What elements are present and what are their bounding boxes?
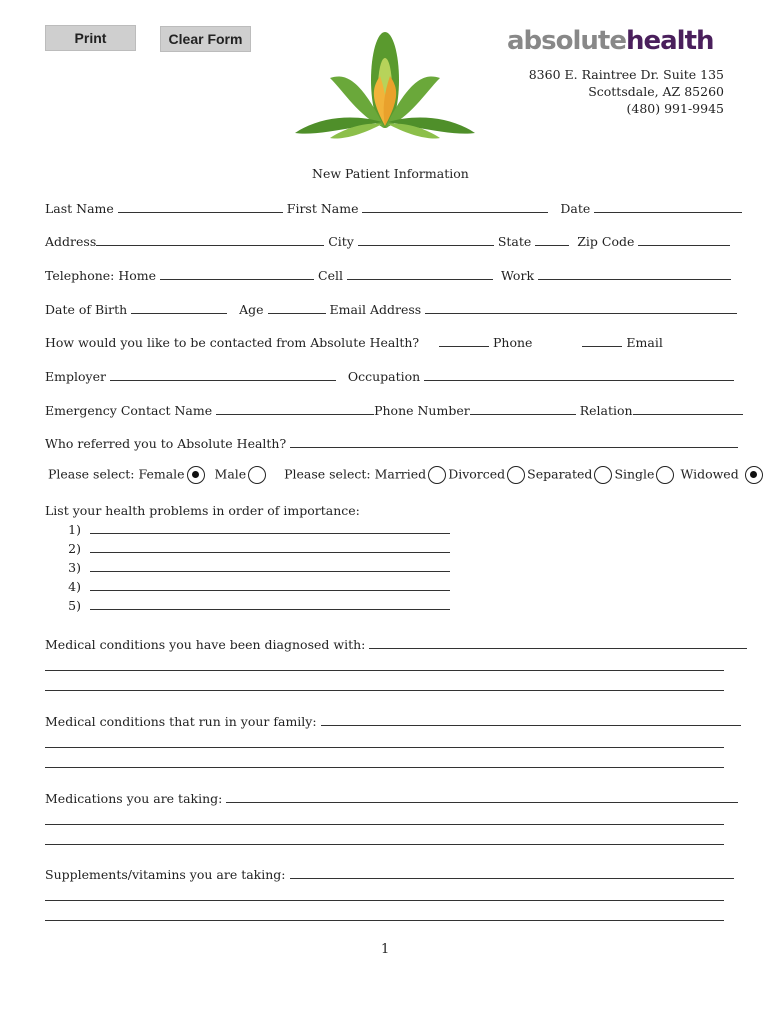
occupation-label: Occupation <box>347 369 421 384</box>
page-number: 1 <box>381 942 390 957</box>
brand-logo-part2: health <box>625 26 714 56</box>
marital-separated-radio[interactable] <box>594 466 612 484</box>
email-field[interactable] <box>425 301 737 314</box>
diagnosed-label: Medical conditions you have been diagnosed with: <box>45 637 366 652</box>
supplements-label: Supplements/vitamins you are taking: <box>45 867 286 882</box>
problem-number: 3) <box>68 560 81 575</box>
medications-line-3[interactable] <box>45 843 724 845</box>
family-line-3[interactable] <box>45 766 724 768</box>
date-field[interactable] <box>594 200 742 213</box>
employer-field[interactable] <box>110 368 336 381</box>
marital-divorced-label: Divorced <box>448 466 506 482</box>
last-name-field[interactable] <box>118 200 283 213</box>
family-line-2[interactable] <box>45 746 724 748</box>
state-label: State <box>497 234 532 249</box>
marital-prompt: Please select: <box>284 466 371 482</box>
marital-separated-label: Separated <box>527 466 593 482</box>
diagnosed-field[interactable] <box>369 636 747 649</box>
health-problems-label: List your health problems in order of importance: <box>45 503 360 518</box>
age-label: Age <box>239 302 264 317</box>
clear-form-button[interactable]: Clear Form <box>160 26 251 52</box>
city-field[interactable] <box>358 233 494 246</box>
contact-question: How would you like to be contacted from Absolute Health? <box>45 335 420 350</box>
problem-number: 1) <box>68 522 81 537</box>
first-name-field[interactable] <box>362 200 548 213</box>
first-name-label: First Name <box>286 201 359 216</box>
marital-married-radio[interactable] <box>428 466 446 484</box>
gender-male-label: Male <box>214 466 247 482</box>
home-phone-field[interactable] <box>160 267 314 280</box>
supplements-line-3[interactable] <box>45 919 724 921</box>
gender-female-radio[interactable] <box>187 466 205 484</box>
referred-field[interactable] <box>290 435 738 448</box>
gender-male-radio[interactable] <box>248 466 266 484</box>
print-button[interactable]: Print <box>45 25 136 51</box>
marital-widowed-label: Widowed <box>680 466 739 482</box>
emergency-phone-field[interactable] <box>470 402 576 415</box>
lotus-logo-icon <box>290 18 480 140</box>
cell-field[interactable] <box>347 267 493 280</box>
last-name-label: Last Name <box>45 201 114 216</box>
form-title: New Patient Information <box>312 166 469 181</box>
family-conditions-field[interactable] <box>321 713 741 726</box>
occupation-field[interactable] <box>424 368 734 381</box>
dob-label: Date of Birth <box>45 302 128 317</box>
brand-logo-part1: absolute <box>507 26 626 56</box>
city-label: City <box>328 234 354 249</box>
address-label: Address <box>45 234 97 249</box>
medications-label: Medications you are taking: <box>45 791 223 806</box>
dob-field[interactable] <box>131 301 227 314</box>
contact-phone-label: Phone <box>493 335 533 350</box>
gender-prompt: Please select: <box>48 466 135 482</box>
problem-2-field[interactable] <box>90 540 450 553</box>
age-field[interactable] <box>268 301 326 314</box>
marital-divorced-radio[interactable] <box>507 466 525 484</box>
problem-number: 5) <box>68 598 81 613</box>
marital-single-label: Single <box>614 466 655 482</box>
medications-field[interactable] <box>226 790 738 803</box>
home-phone-label: Telephone: Home <box>45 268 157 283</box>
diagnosed-line-2[interactable] <box>45 669 724 671</box>
brand-logo <box>507 26 714 56</box>
family-conditions-label: Medical conditions that run in your family: <box>45 714 317 729</box>
problem-4-field[interactable] <box>90 578 450 591</box>
emergency-contact-label: Emergency Contact Name <box>45 403 213 418</box>
address-field[interactable] <box>96 233 324 246</box>
medications-line-2[interactable] <box>45 823 724 825</box>
problem-3-field[interactable] <box>90 559 450 572</box>
address-line-2: Scottsdale, AZ 85260 <box>588 84 724 99</box>
clinic-address <box>529 66 724 117</box>
employer-label: Employer <box>45 369 106 384</box>
problem-number: 2) <box>68 541 81 556</box>
address-line-3: (480) 991-9945 <box>626 101 724 116</box>
marital-single-radio[interactable] <box>656 466 674 484</box>
cell-label: Cell <box>318 268 343 283</box>
gender-female-label: Female <box>138 466 185 482</box>
marital-widowed-radio[interactable] <box>745 466 763 484</box>
contact-phone-field[interactable] <box>439 334 489 347</box>
phone-number-label: Phone Number <box>374 403 470 418</box>
referred-label: Who referred you to Absolute Health? <box>45 436 287 451</box>
email-label: Email Address <box>329 302 422 317</box>
problem-number: 4) <box>68 579 81 594</box>
diagnosed-line-3[interactable] <box>45 689 724 691</box>
supplements-field[interactable] <box>290 866 734 879</box>
problem-5-field[interactable] <box>90 597 450 610</box>
marital-married-label: Married <box>374 466 427 482</box>
contact-email-label: Email <box>626 335 663 350</box>
zip-field[interactable] <box>638 233 730 246</box>
supplements-line-2[interactable] <box>45 899 724 901</box>
work-field[interactable] <box>538 267 731 280</box>
zip-label: Zip Code <box>577 234 635 249</box>
contact-email-field[interactable] <box>582 334 622 347</box>
problem-1-field[interactable] <box>90 521 450 534</box>
relation-label: Relation <box>579 403 633 418</box>
work-label: Work <box>500 268 535 283</box>
date-label: Date <box>560 201 591 216</box>
address-line-1: 8360 E. Raintree Dr. Suite 135 <box>528 67 724 82</box>
relation-field[interactable] <box>633 402 743 415</box>
emergency-contact-field[interactable] <box>216 402 374 415</box>
state-field[interactable] <box>535 233 569 246</box>
